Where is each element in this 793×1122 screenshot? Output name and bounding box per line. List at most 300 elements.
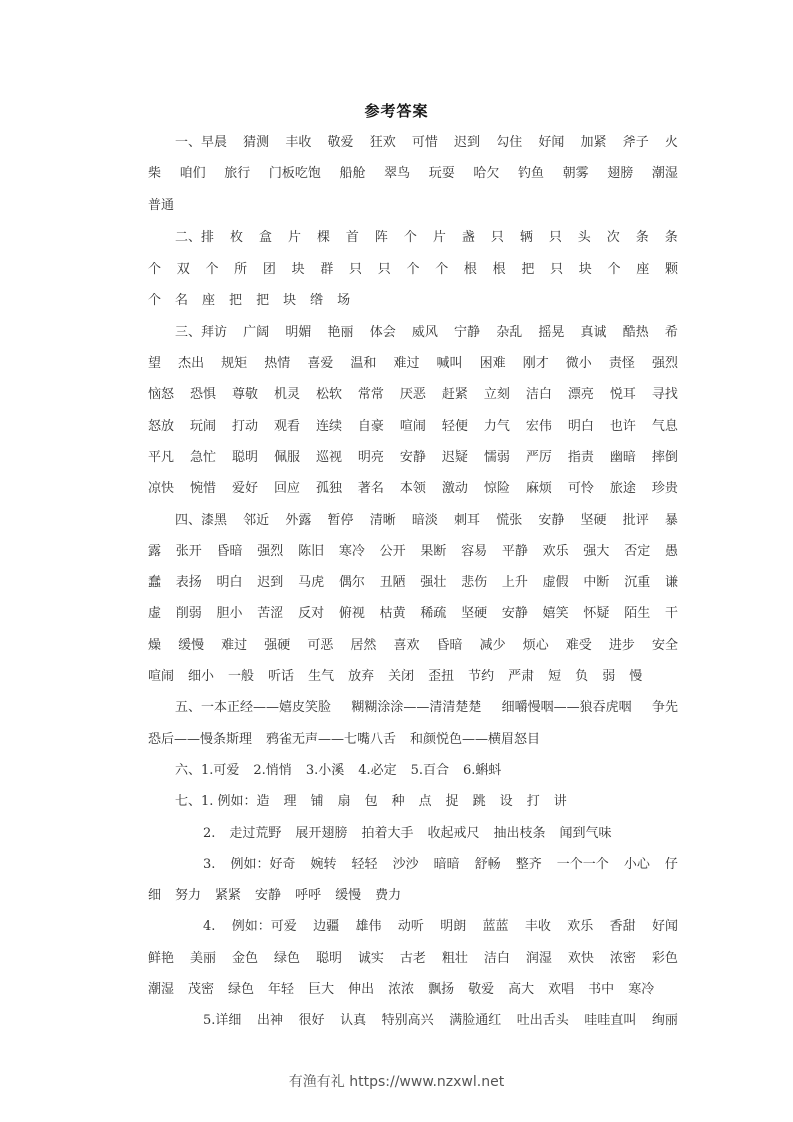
answer-word: 加紧 [580, 135, 607, 150]
answer-word: 容易 [461, 544, 488, 559]
answer-word: 颗 [664, 262, 678, 277]
answer-word: 辆 [519, 230, 533, 245]
answer-word: 一、早晨 [175, 135, 228, 150]
answer-word: 安全 [651, 638, 678, 653]
answer-word: 杰出 [178, 356, 205, 371]
text-line [148, 260, 678, 280]
answer-word: 寒冷 [338, 544, 365, 559]
answer-word: 古老 [399, 951, 426, 966]
answer-word: 好闻 [538, 135, 565, 150]
answer-word: 力气 [483, 419, 510, 434]
answer-word: 公开 [379, 544, 406, 559]
answer-word: 否定 [624, 544, 651, 559]
answer-word: 翠鸟 [384, 166, 411, 181]
answer-word: 进步 [608, 638, 635, 653]
answer-word: 个 [403, 230, 417, 245]
answer-word: 严厉 [525, 450, 552, 465]
answer-word: 放弃 [348, 669, 375, 684]
answer-word: 聪明 [315, 951, 342, 966]
answer-word: 减少 [479, 638, 506, 653]
answer-word: 暗淡 [411, 513, 438, 528]
answer-word: 惊险 [483, 481, 510, 496]
answer-word: 自豪 [357, 419, 384, 434]
answer-word: 场 [337, 293, 351, 308]
answer-word: 幽暗 [609, 450, 636, 465]
answer-word: 双 [176, 262, 190, 277]
answer-word: 真诚 [580, 325, 607, 340]
text-line [148, 573, 678, 593]
answer-word: 著名 [357, 481, 384, 496]
answer-word: 轻便 [441, 419, 468, 434]
answer-word: 欢乐 [567, 919, 594, 934]
answer-word: 难过 [393, 356, 420, 371]
answer-word: 回应 [273, 481, 300, 496]
answer-word: 安静 [255, 888, 282, 903]
answer-word: 怀疑 [583, 606, 610, 621]
answer-word: 首 [345, 230, 359, 245]
answer-word: 刺耳 [454, 513, 481, 528]
answer-word: 哈欠 [473, 166, 500, 181]
answer-word: 整齐 [515, 857, 542, 872]
answer-word: 认真 [340, 1013, 367, 1028]
answer-word: 讲 [553, 794, 567, 809]
text-line [148, 667, 678, 687]
answer-word: 可怜 [567, 481, 594, 496]
answer-word: 旅途 [609, 481, 636, 496]
answer-word: 暗暗 [433, 857, 460, 872]
text-line [175, 761, 678, 781]
footer-watermark: 有渔有礼 https://www.nzxwl.net [288, 1074, 505, 1090]
text-line [148, 385, 678, 405]
text-line [148, 949, 678, 969]
text-line [203, 855, 678, 875]
answer-word: 批评 [622, 513, 649, 528]
answer-word: 也许 [609, 419, 636, 434]
answer-word: 歪扭 [428, 669, 455, 684]
answer-word: 慢 [629, 669, 643, 684]
text-line [175, 323, 678, 343]
answer-word: 座 [202, 293, 216, 308]
answer-word: 5.详细 [203, 1013, 242, 1028]
answer-word: 轻轻 [351, 857, 378, 872]
text-line [148, 354, 678, 374]
answer-word: 悲伤 [461, 575, 488, 590]
answer-word: 坚硬 [580, 513, 607, 528]
answer-word: 三、拜访 [175, 325, 228, 340]
text-line [175, 133, 678, 153]
answer-word: 翅膀 [607, 166, 634, 181]
text-line [148, 196, 678, 216]
answer-word: 孤独 [315, 481, 342, 496]
answer-word: 粗壮 [441, 951, 468, 966]
answer-word: 枚 [229, 230, 243, 245]
answer-word: 观看 [273, 419, 300, 434]
answer-word: 蓝蓝 [482, 919, 509, 934]
answer-word: 边疆 [313, 919, 340, 934]
answer-word: 棵 [316, 230, 330, 245]
answer-word: 漂亮 [567, 387, 594, 402]
answer-word: 高大 [508, 982, 535, 997]
answer-word: 例如：可爱 [231, 919, 297, 934]
answer-word: 激动 [441, 481, 468, 496]
answer-word: 虚假 [542, 575, 569, 590]
answer-word: 丰收 [285, 135, 312, 150]
answer-word: 强壮 [420, 575, 447, 590]
answer-word: 四、漆黑 [175, 513, 228, 528]
text-line [203, 917, 678, 937]
answer-word: 猜测 [243, 135, 270, 150]
answer-word: 胆小 [216, 606, 243, 621]
answer-word: 根 [463, 262, 477, 277]
answer-word: 个 [148, 293, 162, 308]
answer-word: 和颜悦色——横眉怒目 [410, 732, 541, 747]
answer-word: 名 [175, 293, 189, 308]
answer-word: 刚才 [522, 356, 549, 371]
answer-word: 浓密 [609, 951, 636, 966]
answer-word: 削弱 [175, 606, 202, 621]
answer-word: 明亮 [357, 450, 384, 465]
answer-word: 热情 [264, 356, 291, 371]
answer-word: 4.必定 [358, 763, 397, 778]
text-line [175, 698, 678, 718]
text-line [148, 164, 678, 184]
answer-word: 5.百合 [410, 763, 450, 778]
answer-word: 细 [148, 888, 162, 903]
text-line [148, 291, 678, 311]
page-title: 参考答案 [364, 102, 429, 120]
answer-word: 金色 [231, 951, 258, 966]
answer-word: 铺 [310, 794, 324, 809]
answer-word: 生气 [308, 669, 335, 684]
answer-word: 望 [148, 356, 162, 371]
answer-word: 强硬 [264, 638, 291, 653]
answer-word: 烦心 [522, 638, 549, 653]
text-line [148, 636, 678, 656]
answer-word: 蠢 [148, 575, 162, 590]
answer-word: 船舱 [339, 166, 366, 181]
answer-word: 一般 [228, 669, 255, 684]
answer-word: 个 [435, 262, 449, 277]
answer-word: 次 [606, 230, 620, 245]
answer-word: 费力 [375, 888, 402, 903]
answer-word: 指责 [567, 450, 594, 465]
answer-word: 明媚 [285, 325, 312, 340]
answer-word: 恼怒 [148, 387, 175, 402]
answer-word: 紧紧 [215, 888, 242, 903]
answer-word: 本领 [399, 481, 426, 496]
answer-word: 盒 [258, 230, 272, 245]
answer-word: 可恶 [307, 638, 334, 653]
answer-word: 块 [291, 262, 305, 277]
answer-word: 只 [550, 262, 564, 277]
answer-word: 细嚼慢咽——狼吞虎咽 [501, 700, 632, 715]
answer-word: 沉重 [624, 575, 651, 590]
answer-word: 飘扬 [428, 982, 455, 997]
answer-word: 暂停 [327, 513, 354, 528]
answer-word: 常常 [357, 387, 384, 402]
answer-word: 强大 [583, 544, 610, 559]
answer-word: 爱好 [231, 481, 258, 496]
answer-word: 尊敬 [231, 387, 258, 402]
answer-word: 片 [432, 230, 446, 245]
answer-word: 门板吃饱 [268, 166, 321, 181]
answer-word: 规矩 [221, 356, 248, 371]
text-line [148, 448, 678, 468]
answer-word: 出神 [256, 1013, 283, 1028]
answer-word: 节约 [468, 669, 495, 684]
answer-word: 枯黄 [379, 606, 406, 621]
answer-word: 强烈 [257, 544, 284, 559]
answer-word: 喜爱 [307, 356, 334, 371]
answer-word: 连续 [315, 419, 342, 434]
answer-word: 安静 [538, 513, 565, 528]
answer-word: 宏伟 [525, 419, 552, 434]
answer-word: 个 [205, 262, 219, 277]
answer-word: 敬爱 [327, 135, 354, 150]
answer-word: 恐惧 [189, 387, 216, 402]
text-line [148, 542, 678, 562]
answer-word: 俯视 [338, 606, 365, 621]
answer-word: 反对 [298, 606, 325, 621]
answer-word: 五、一本正经——嬉皮笑脸 [175, 700, 332, 715]
answer-word: 闻到气味 [559, 826, 612, 841]
answer-word: 难过 [221, 638, 248, 653]
answer-word: 拍着大手 [361, 826, 414, 841]
answer-word: 香甜 [609, 919, 636, 934]
answer-word: 惋惜 [189, 481, 216, 496]
answer-word: 仔 [664, 857, 678, 872]
answer-word: 松软 [315, 387, 342, 402]
answer-word: 巡视 [315, 450, 342, 465]
text-line [203, 1011, 678, 1031]
answer-word: 体会 [369, 325, 396, 340]
answer-word: 群 [320, 262, 334, 277]
answer-word: 暴 [664, 513, 678, 528]
answer-word: 马虎 [298, 575, 325, 590]
answer-word: 2.悄悄 [253, 763, 292, 778]
answer-word: 安静 [399, 450, 426, 465]
answer-word: 只 [490, 230, 504, 245]
answer-word: 关闭 [388, 669, 415, 684]
answer-word: 懦弱 [483, 450, 510, 465]
answer-word: 麻烦 [525, 481, 552, 496]
answer-word: 谦 [664, 575, 678, 590]
answer-word: 六、1.可爱 [175, 763, 240, 778]
answer-word: 座 [636, 262, 650, 277]
answer-word: 平凡 [148, 450, 175, 465]
answer-word: 把 [229, 293, 243, 308]
answer-word: 欢唱 [548, 982, 575, 997]
answer-word: 鸦雀无声——七嘴八舌 [266, 732, 397, 747]
answer-word: 个 [607, 262, 621, 277]
answer-word: 盏 [461, 230, 475, 245]
answer-word: 杂乱 [496, 325, 523, 340]
answer-word: 沙沙 [392, 857, 419, 872]
answer-word: 明白 [567, 419, 594, 434]
answer-word: 珍贵 [651, 481, 678, 496]
answer-word: 只 [377, 262, 391, 277]
answer-word: 展开翅膀 [295, 826, 348, 841]
answer-word: 丑陋 [379, 575, 406, 590]
answer-word: 特别高兴 [381, 1013, 434, 1028]
answer-word: 诚实 [357, 951, 384, 966]
answer-word: 斧子 [622, 135, 649, 150]
answer-word: 居然 [350, 638, 377, 653]
answer-word: 年轻 [268, 982, 295, 997]
answer-word: 难受 [565, 638, 592, 653]
answer-word: 嬉笑 [542, 606, 569, 621]
answer-word: 悦耳 [609, 387, 636, 402]
answer-word: 强烈 [651, 356, 678, 371]
answer-word: 敬爱 [468, 982, 495, 997]
answer-word: 阵 [374, 230, 388, 245]
answer-word: 只 [349, 262, 363, 277]
answer-word: 燥 [148, 638, 162, 653]
answer-word: 抽出枝条 [493, 826, 546, 841]
answer-word: 动听 [397, 919, 424, 934]
answer-word: 伸出 [348, 982, 375, 997]
answer-word: 昏暗 [436, 638, 463, 653]
answer-word: 火 [664, 135, 678, 150]
answer-word: 偶尔 [338, 575, 365, 590]
answer-word: 严肃 [508, 669, 535, 684]
answer-word: 柴 [148, 166, 162, 181]
text-line [175, 228, 678, 248]
answer-word: 很好 [298, 1013, 325, 1028]
answer-word: 扇 [337, 794, 351, 809]
answer-word: 条 [664, 230, 678, 245]
answer-word: 3. [203, 857, 216, 872]
answer-word: 旅行 [224, 166, 251, 181]
answer-word: 上升 [501, 575, 528, 590]
answer-word: 安静 [501, 606, 528, 621]
answer-word: 厌恶 [399, 387, 426, 402]
answer-word: 宁静 [454, 325, 481, 340]
answer-word: 清晰 [369, 513, 396, 528]
answer-word: 机灵 [273, 387, 300, 402]
answer-word: 例如：好奇 [230, 857, 296, 872]
answer-word: 雄伟 [355, 919, 382, 934]
answer-word: 玩耍 [428, 166, 455, 181]
text-line [148, 886, 678, 906]
answer-word: 跳 [472, 794, 486, 809]
answer-word: 陈旧 [298, 544, 325, 559]
answer-word: 绺 [310, 293, 324, 308]
answer-word: 七、1. 例如：造 [175, 794, 270, 809]
answer-word: 一个一个 [556, 857, 609, 872]
answer-word: 希 [664, 325, 678, 340]
answer-word: 钓鱼 [518, 166, 545, 181]
answer-word: 包 [364, 794, 378, 809]
answer-word: 迟到 [454, 135, 481, 150]
answer-word: 满脸通红 [449, 1013, 502, 1028]
answer-word: 朝雾 [562, 166, 589, 181]
answer-word: 细小 [188, 669, 215, 684]
text-line [203, 824, 678, 844]
answer-word: 呼呼 [295, 888, 322, 903]
answer-word: 弱 [602, 669, 616, 684]
answer-word: 苦涩 [257, 606, 284, 621]
answer-word: 走过荒野 [229, 826, 282, 841]
answer-word: 喧闹 [399, 419, 426, 434]
answer-word: 洁白 [525, 387, 552, 402]
answer-word: 缓慢 [335, 888, 362, 903]
answer-word: 舒畅 [474, 857, 501, 872]
answer-word: 只 [548, 230, 562, 245]
answer-word: 所 [234, 262, 248, 277]
answer-word: 明朗 [440, 919, 467, 934]
answer-word: 咱们 [179, 166, 206, 181]
answer-word: 困难 [479, 356, 506, 371]
answer-word: 艳丽 [327, 325, 354, 340]
answer-word: 陌生 [624, 606, 651, 621]
answer-word: 喧闹 [148, 669, 175, 684]
answer-word: 捉 [445, 794, 459, 809]
answer-word: 洁白 [483, 951, 510, 966]
text-line [148, 980, 678, 1000]
answer-word: 茂密 [188, 982, 215, 997]
answer-word: 努力 [175, 888, 202, 903]
answer-word: 把 [521, 262, 535, 277]
answer-word: 2. [203, 826, 216, 841]
answer-word: 慌张 [496, 513, 523, 528]
answer-word: 广阔 [243, 325, 270, 340]
answer-word: 表扬 [175, 575, 202, 590]
answer-word: 绿色 [228, 982, 255, 997]
answer-word: 潮湿 [148, 982, 175, 997]
answer-word: 块 [578, 262, 592, 277]
answer-word: 根 [492, 262, 506, 277]
answer-word: 干 [664, 606, 678, 621]
answer-word: 打动 [231, 419, 258, 434]
answer-word: 勾住 [496, 135, 523, 150]
answer-word: 二、排 [175, 230, 215, 245]
answer-word: 寒冷 [628, 982, 655, 997]
answer-word: 气息 [651, 419, 678, 434]
answer-word: 摇晃 [538, 325, 565, 340]
answer-word: 负 [575, 669, 589, 684]
answer-word: 缓慢 [178, 638, 205, 653]
answer-word: 外露 [285, 513, 312, 528]
answer-word: 欢快 [567, 951, 594, 966]
answer-word: 鲜艳 [148, 951, 175, 966]
answer-word: 美丽 [189, 951, 216, 966]
answer-word: 哇哇直叫 [584, 1013, 637, 1028]
answer-word: 平静 [501, 544, 528, 559]
answer-word: 果断 [420, 544, 447, 559]
answer-word: 婉转 [310, 857, 337, 872]
answer-word: 彩色 [651, 951, 678, 966]
answer-word: 短 [548, 669, 562, 684]
text-line [148, 730, 678, 750]
answer-word: 明白 [216, 575, 243, 590]
answer-word: 欢乐 [542, 544, 569, 559]
answer-word: 摔倒 [651, 450, 678, 465]
answer-word: 威风 [411, 325, 438, 340]
answer-word: 3.小溪 [305, 763, 345, 778]
answer-word: 6.蝌蚪 [463, 763, 502, 778]
answer-word: 块 [283, 293, 297, 308]
answer-word: 个 [148, 262, 162, 277]
answer-word: 糊糊涂涂——清清楚楚 [351, 700, 482, 715]
answer-word: 书中 [588, 982, 615, 997]
answer-word: 微小 [565, 356, 592, 371]
answer-word: 绚丽 [651, 1013, 678, 1028]
answer-word: 愚 [664, 544, 678, 559]
answer-word: 头 [577, 230, 591, 245]
answer-word: 迟到 [257, 575, 284, 590]
answer-word: 凉快 [148, 481, 175, 496]
